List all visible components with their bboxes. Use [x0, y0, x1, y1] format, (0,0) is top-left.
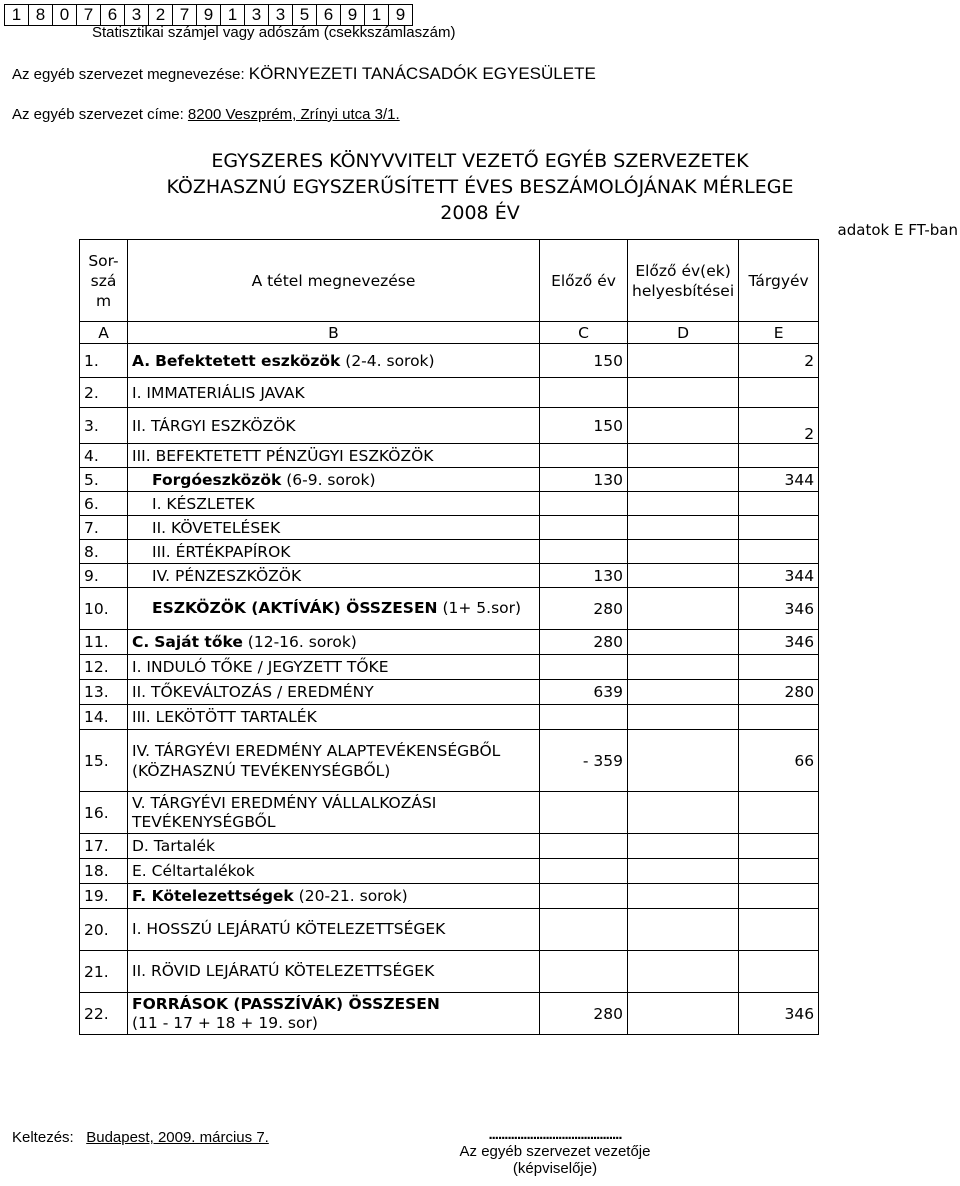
row-corr-value [628, 909, 739, 951]
row-number: 7. [80, 516, 128, 540]
row-corr-value [628, 444, 739, 468]
letter-b: B [128, 322, 540, 344]
header-current: Tárgyév [739, 240, 819, 322]
row-number: 2. [80, 378, 128, 408]
row-prev-value [540, 444, 628, 468]
row-label: I. IMMATERIÁLIS JAVAK [128, 378, 540, 408]
org-name-line [12, 64, 596, 84]
header-name: A tétel megnevezése [128, 240, 540, 322]
row-label: III. BEFEKTETETT PÉNZÜGYI ESZKÖZÖK [128, 444, 540, 468]
row-label [128, 344, 540, 378]
unit-note: adatok E FT-ban [837, 221, 958, 239]
row-number: 21. [80, 951, 128, 993]
signature-line-1: Az egyéb szervezet vezetője [459, 1143, 651, 1160]
row-corr-value [628, 378, 739, 408]
row-current-value: 2 [739, 408, 819, 444]
row-number: 4. [80, 444, 128, 468]
row-prev-value: 130 [540, 468, 628, 492]
row-number: 12. [80, 655, 128, 680]
letter-d: D [628, 322, 739, 344]
row-current-value [739, 859, 819, 884]
row-corr-value [628, 540, 739, 564]
row-current-value: 280 [739, 680, 819, 705]
row-prev-value [540, 859, 628, 884]
row-current-value [739, 516, 819, 540]
row-prev-value: 639 [540, 680, 628, 705]
row-corr-value [628, 630, 739, 655]
header-prev: Előző év [540, 240, 628, 322]
title-line-1: EGYSZERES KÖNYVVITELT VEZETŐ EGYÉB SZERVEZETEK [211, 150, 749, 172]
row-prev-value: 150 [540, 344, 628, 378]
row-corr-value [628, 588, 739, 630]
row-label: II. TÁRGYI ESZKÖZÖK [128, 408, 540, 444]
row-corr-value [628, 993, 739, 1035]
date-value: Budapest, 2009. március 7. [86, 1129, 269, 1146]
row-number: 22. [80, 993, 128, 1035]
row-corr-value [628, 792, 739, 834]
tax-digit: 5 [292, 4, 317, 26]
tax-digit: 7 [76, 4, 101, 26]
table-row [80, 834, 819, 859]
row-label: D. Tartalék [128, 834, 540, 859]
row-prev-value [540, 655, 628, 680]
letter-a: A [80, 322, 128, 344]
title-line-2: KÖZHASZNÚ EGYSZERŰSÍTETT ÉVES BESZÁMOLÓJÁNAK MÉRLEGE [166, 176, 794, 198]
row-suffix: (2-4. sorok) [340, 351, 435, 370]
row-number: 18. [80, 859, 128, 884]
row-current-value [739, 655, 819, 680]
row-current-value [739, 792, 819, 834]
row-number: 6. [80, 492, 128, 516]
row-title: F. Kötelezettségek [132, 887, 294, 905]
row-title: Saját tőke [154, 633, 243, 651]
tax-digit: 1 [4, 4, 29, 26]
table-row [80, 680, 819, 705]
row-prev-value: 130 [540, 564, 628, 588]
table-row [80, 378, 819, 408]
row-label: I. HOSSZÚ LEJÁRATÚ KÖTELEZETTSÉGEK [128, 909, 540, 951]
date-line [12, 1129, 269, 1146]
table-row [80, 993, 819, 1035]
table-row [80, 951, 819, 993]
row-suffix: (12-16. sorok) [242, 633, 357, 651]
row-label: I. INDULÓ TŐKE / JEGYZETT TŐKE [128, 655, 540, 680]
row-current-value [739, 909, 819, 951]
balance-sheet-table [79, 239, 819, 1035]
row-prefix: A. [132, 351, 151, 370]
tax-digit: 9 [196, 4, 221, 26]
row-label: V. TÁRGYÉVI EREDMÉNY VÁLLALKOZÁSI TEVÉKENYSÉGBŐL [128, 792, 540, 834]
row-label [128, 468, 540, 492]
row-prefix: C. [132, 633, 150, 651]
row-current-value [739, 834, 819, 859]
row-current-value: 346 [739, 993, 819, 1035]
row-corr-value [628, 655, 739, 680]
tax-digit: 3 [124, 4, 149, 26]
row-current-value [739, 705, 819, 730]
row-number: 14. [80, 705, 128, 730]
row-current-value: 344 [739, 468, 819, 492]
row-number: 17. [80, 834, 128, 859]
org-name-value: KÖRNYEZETI TANÁCSADÓK EGYESÜLETE [248, 64, 596, 83]
tax-digit: 9 [340, 4, 365, 26]
row-label: I. KÉSZLETEK [128, 492, 540, 516]
row-current-value: 2 [739, 344, 819, 378]
row-label: II. KÖVETELÉSEK [128, 516, 540, 540]
row-number: 8. [80, 540, 128, 564]
row-prev-value [540, 884, 628, 909]
row-prev-value [540, 705, 628, 730]
row-current-value [739, 492, 819, 516]
row-corr-value [628, 834, 739, 859]
title-line-3: 2008 ÉV [440, 202, 520, 224]
row-corr-value [628, 468, 739, 492]
signature-line-2: (képviselője) [512, 1160, 598, 1177]
table-row [80, 468, 819, 492]
table-row [80, 705, 819, 730]
tax-digit: 0 [52, 4, 77, 26]
tax-number-boxes [4, 4, 413, 26]
row-title: Forgóeszközök [152, 470, 282, 489]
row-number: 20. [80, 909, 128, 951]
row-label: II. RÖVID LEJÁRATÚ KÖTELEZETTSÉGEK [128, 951, 540, 993]
tax-digit: 1 [364, 4, 389, 26]
row-label: III. LEKÖTÖTT TARTALÉK [128, 705, 540, 730]
row-corr-value [628, 408, 739, 444]
row-number: 13. [80, 680, 128, 705]
table-row [80, 630, 819, 655]
letter-e: E [739, 322, 819, 344]
row-corr-value [628, 705, 739, 730]
row-title: ESZKÖZÖK (AKTÍVÁK) ÖSSZESEN [152, 599, 438, 617]
row-prev-value: 150 [540, 408, 628, 444]
tax-number-label: Statisztikai számjel vagy adószám (csekkszámlaszám) [92, 24, 456, 41]
row-prev-value: - 359 [540, 730, 628, 792]
row-corr-value [628, 492, 739, 516]
row-corr-value [628, 951, 739, 993]
row-label: III. ÉRTÉKPAPÍROK [128, 540, 540, 564]
tax-digit: 6 [316, 4, 341, 26]
row-label [128, 993, 540, 1035]
tax-digit: 2 [148, 4, 173, 26]
row-prev-value [540, 492, 628, 516]
table-row [80, 588, 819, 630]
table-header-row [80, 240, 819, 322]
row-number: 5. [80, 468, 128, 492]
row-corr-value [628, 680, 739, 705]
row-number: 15. [80, 730, 128, 792]
row-current-value [739, 951, 819, 993]
row-prev-value: 280 [540, 630, 628, 655]
table-row [80, 564, 819, 588]
row-current-value: 346 [739, 630, 819, 655]
row-number: 1. [80, 344, 128, 378]
table-row [80, 655, 819, 680]
row-prev-value: 280 [540, 588, 628, 630]
row-number: 16. [80, 792, 128, 834]
tax-digit: 6 [100, 4, 125, 26]
org-name-label: Az egyéb szervezet megnevezése: [12, 66, 245, 83]
table-row [80, 909, 819, 951]
org-address-label: Az egyéb szervezet címe: [12, 106, 184, 123]
tax-digit: 3 [244, 4, 269, 26]
table-row [80, 516, 819, 540]
row-title: Befektetett eszközök [155, 351, 341, 370]
row-suffix: (1+ 5.sor) [437, 599, 522, 617]
tax-digit: 7 [172, 4, 197, 26]
table-row [80, 492, 819, 516]
org-address-line [12, 106, 400, 123]
row-corr-value [628, 859, 739, 884]
letter-row [80, 322, 819, 344]
row-label: IV. PÉNZESZKÖZÖK [128, 564, 540, 588]
row-number: 19. [80, 884, 128, 909]
row-prev-value [540, 540, 628, 564]
table-row [80, 730, 819, 792]
row-suffix: (20-21. sorok) [293, 887, 408, 905]
table-row [80, 859, 819, 884]
row-current-value: 344 [739, 564, 819, 588]
row-corr-value [628, 730, 739, 792]
row-number: 11. [80, 630, 128, 655]
tax-digit: 9 [388, 4, 413, 26]
org-address-value: 8200 Veszprém, Zrínyi utca 3/1. [187, 106, 400, 123]
row-prev-value [540, 909, 628, 951]
row-suffix: (6-9. sorok) [281, 470, 376, 489]
row-current-value [739, 540, 819, 564]
row-suffix: (11 - 17 + 18 + 19. sor) [132, 1013, 318, 1032]
row-label [128, 588, 540, 630]
page-title [0, 148, 960, 226]
row-current-value [739, 884, 819, 909]
date-label: Keltezés: [12, 1129, 74, 1146]
row-label [128, 630, 540, 655]
row-corr-value [628, 516, 739, 540]
tax-digit: 1 [220, 4, 245, 26]
row-label [128, 884, 540, 909]
row-prev-value [540, 834, 628, 859]
row-label: II. TŐKEVÁLTOZÁS / EREDMÉNY [128, 680, 540, 705]
row-title: FORRÁSOK (PASSZÍVÁK) ÖSSZESEN [132, 994, 440, 1013]
table-row [80, 444, 819, 468]
row-prev-value [540, 951, 628, 993]
row-current-value: 66 [739, 730, 819, 792]
row-corr-value [628, 564, 739, 588]
row-number: 9. [80, 564, 128, 588]
tax-digit: 3 [268, 4, 293, 26]
row-prev-value [540, 378, 628, 408]
row-current-value: 346 [739, 588, 819, 630]
row-number: 10. [80, 588, 128, 630]
table-row [80, 344, 819, 378]
signature-dots: .......................................... [488, 1126, 622, 1143]
header-prev-corr: Előző év(ek) helyesbítései [628, 240, 739, 322]
row-prev-value: 280 [540, 993, 628, 1035]
table-row [80, 540, 819, 564]
row-prev-value [540, 516, 628, 540]
table-row [80, 408, 819, 444]
row-number: 3. [80, 408, 128, 444]
row-label: IV. TÁRGYÉVI EREDMÉNY ALAPTEVÉKENSÉGBŐL (KÖZHASZNÚ TEVÉKENYSÉGBŐL) [128, 730, 540, 792]
row-corr-value [628, 884, 739, 909]
letter-c: C [540, 322, 628, 344]
row-current-value [739, 378, 819, 408]
table-row [80, 884, 819, 909]
row-current-value [739, 444, 819, 468]
row-label: E. Céltartalékok [128, 859, 540, 884]
tax-digit: 8 [28, 4, 53, 26]
row-corr-value [628, 344, 739, 378]
header-sorszam: Sor-szá m [80, 240, 128, 322]
row-prev-value [540, 792, 628, 834]
signature-block [430, 1126, 680, 1177]
table-row [80, 792, 819, 834]
